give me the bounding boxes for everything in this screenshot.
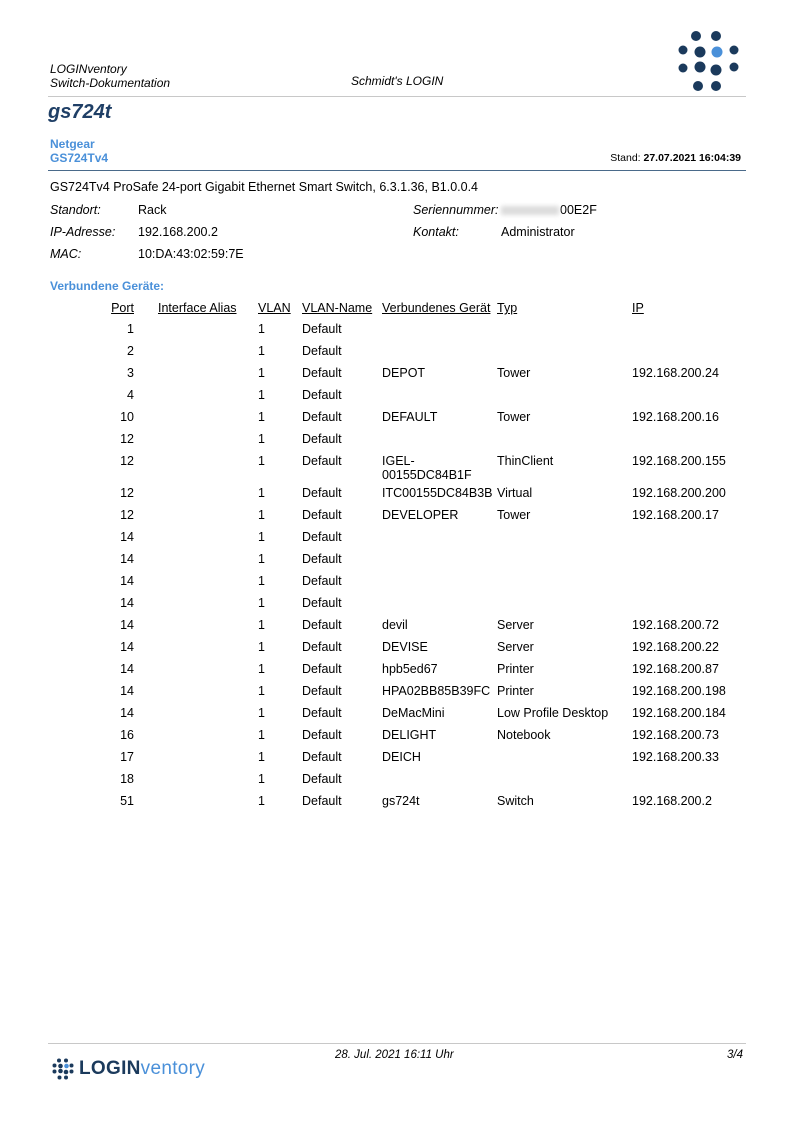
cell-ip: 192.168.200.200 (632, 486, 726, 500)
cell-type (497, 570, 632, 592)
cell-vlan-name: Default (302, 552, 342, 566)
cell-interface-alias (158, 548, 258, 570)
standort-label: Standort: (50, 203, 101, 217)
footer-logo-text-light: ventory (140, 1058, 206, 1079)
cell-vlan-name: Default (302, 728, 342, 742)
cell-vlan-name: Default (302, 684, 342, 698)
cell-ip: 192.168.200.2 (632, 794, 712, 808)
cell-vlan: 1 (258, 750, 265, 764)
kontakt-label: Kontakt: (413, 225, 459, 239)
serial-value-visible: 00E2F (560, 203, 597, 217)
cell-ip: 192.168.200.72 (632, 618, 719, 632)
cell-type: Printer (497, 684, 534, 698)
device-title: gs724t (48, 101, 112, 123)
cell-port: 14 (120, 662, 134, 676)
cell-vlan-name: Default (302, 706, 342, 720)
stand-value: 27.07.2021 16:04:39 (643, 152, 741, 164)
table-row (82, 384, 762, 406)
cell-port: 2 (127, 344, 134, 358)
cell-type (497, 318, 632, 340)
cell-port: 12 (120, 432, 134, 446)
cell-interface-alias (158, 450, 258, 482)
table-row (82, 658, 762, 680)
cell-type: Server (497, 640, 534, 654)
serial-value (501, 203, 597, 217)
cell-type: Notebook (497, 728, 551, 742)
cell-vlan-name: Default (302, 344, 342, 358)
cell-port: 14 (120, 596, 134, 610)
cell-ip: 192.168.200.33 (632, 750, 719, 764)
cell-port: 14 (120, 706, 134, 720)
table-row (82, 724, 762, 746)
cell-type: Switch (497, 794, 534, 808)
col-connected-device: Verbundenes Gerät (382, 301, 491, 315)
cell-type: Tower (497, 410, 531, 424)
cell-vlan: 1 (258, 772, 265, 786)
cell-vlan: 1 (258, 618, 265, 632)
cell-connected-device (382, 526, 497, 548)
cell-connected-device: DEPOT (382, 366, 426, 380)
cell-vlan-name: Default (302, 596, 342, 610)
cell-interface-alias (158, 384, 258, 406)
cell-vlan-name: Default (302, 366, 342, 380)
cell-ip: 192.168.200.155 (632, 454, 726, 468)
cell-port: 18 (120, 772, 134, 786)
cell-vlan: 1 (258, 662, 265, 676)
loginventory-small-logo-icon (52, 1058, 74, 1080)
cell-vlan: 1 (258, 366, 265, 380)
cell-port: 14 (120, 552, 134, 566)
cell-connected-device: DEFAULT (382, 410, 438, 424)
table-header-row (82, 298, 762, 318)
cell-vlan-name: Default (302, 640, 342, 654)
cell-ip: 192.168.200.17 (632, 508, 719, 522)
cell-port: 17 (120, 750, 134, 764)
cell-type: Virtual (497, 486, 533, 500)
cell-ip: 192.168.200.24 (632, 366, 719, 380)
cell-port: 12 (120, 508, 134, 522)
cell-vlan: 1 (258, 596, 265, 610)
cell-vlan-name: Default (302, 794, 342, 808)
cell-type: Tower (497, 508, 531, 522)
cell-vlan: 1 (258, 706, 265, 720)
cell-ip: 192.168.200.22 (632, 640, 719, 654)
redacted-serial (501, 206, 559, 215)
cell-connected-device: ITC00155DC84B3B (382, 486, 493, 500)
col-type: Typ (497, 301, 518, 315)
cell-port: 12 (120, 486, 134, 500)
table-row (82, 504, 762, 526)
table-row (82, 362, 762, 384)
cell-ip: 192.168.200.198 (632, 684, 726, 698)
cell-type: Printer (497, 662, 534, 676)
cell-interface-alias (158, 724, 258, 746)
cell-port: 3 (127, 366, 134, 380)
cell-port: 14 (120, 618, 134, 632)
cell-vlan-name: Default (302, 530, 342, 544)
table-row (82, 340, 762, 362)
cell-vlan: 1 (258, 388, 265, 402)
cell-vlan-name: Default (302, 432, 342, 446)
footer-timestamp: 28. Jul. 2021 16:11 Uhr (335, 1049, 454, 1061)
col-ip: IP (632, 301, 644, 315)
cell-connected-device (382, 548, 497, 570)
table-row (82, 482, 762, 504)
cell-connected-device: DeMacMini (382, 706, 445, 720)
table-row (82, 680, 762, 702)
cell-connected-device (382, 384, 497, 406)
cell-connected-device: DEICH (382, 750, 421, 764)
cell-connected-device: devil (382, 618, 408, 632)
cell-vlan-name: Default (302, 508, 342, 522)
col-interface-alias: Interface Alias (158, 301, 237, 315)
table-row (82, 768, 762, 790)
standort-value: Rack (138, 203, 167, 217)
cell-vlan: 1 (258, 322, 265, 336)
table-row (82, 548, 762, 570)
cell-ip: 192.168.200.73 (632, 728, 719, 742)
table-body (82, 318, 762, 812)
stand-line (610, 152, 741, 164)
cell-ip: 192.168.200.87 (632, 662, 719, 676)
cell-vlan: 1 (258, 640, 265, 654)
cell-ip (632, 570, 762, 592)
footer-logo (52, 1056, 205, 1082)
cell-ip (632, 526, 762, 548)
table-row (82, 746, 762, 768)
cell-port: 12 (120, 454, 134, 468)
cell-port: 14 (120, 640, 134, 654)
table-row (82, 570, 762, 592)
cell-interface-alias (158, 658, 258, 680)
cell-type (497, 592, 632, 614)
cell-ip (632, 384, 762, 406)
cell-connected-device (382, 428, 497, 450)
cell-connected-device (382, 768, 497, 790)
cell-port: 16 (120, 728, 134, 742)
cell-ip (632, 340, 762, 362)
cell-vlan: 1 (258, 794, 265, 808)
footer-page-number: 3/4 (727, 1049, 743, 1061)
cell-type: Server (497, 618, 534, 632)
cell-type (497, 428, 632, 450)
cell-port: 14 (120, 574, 134, 588)
cell-interface-alias (158, 318, 258, 340)
header-app-name: LOGINventory (50, 62, 127, 76)
kontakt-value: Administrator (501, 225, 575, 239)
cell-connected-device (382, 340, 497, 362)
table-row (82, 406, 762, 428)
table-row (82, 636, 762, 658)
cell-type (497, 526, 632, 548)
cell-connected-device: IGEL- 00155DC84B1F (382, 454, 472, 482)
cell-port: 1 (127, 322, 134, 336)
loginventory-logo-icon (676, 30, 744, 94)
header-divider (48, 96, 746, 97)
table-row (82, 526, 762, 548)
cell-type: ThinClient (497, 454, 554, 468)
connected-devices-table (82, 298, 762, 812)
cell-port: 4 (127, 388, 134, 402)
cell-interface-alias (158, 768, 258, 790)
cell-interface-alias (158, 614, 258, 636)
cell-vlan: 1 (258, 486, 265, 500)
cell-connected-device: DELIGHT (382, 728, 437, 742)
cell-vlan: 1 (258, 530, 265, 544)
cell-type (497, 340, 632, 362)
device-description: GS724Tv4 ProSafe 24-port Gigabit Ethernet Smart Switch, 6.3.1.36, B1.0.0.4 (50, 180, 479, 194)
cell-ip (632, 548, 762, 570)
ip-label: IP-Adresse: (50, 225, 116, 239)
cell-vlan-name: Default (302, 486, 342, 500)
mac-label: MAC: (50, 247, 82, 261)
cell-interface-alias (158, 570, 258, 592)
cell-vlan-name: Default (302, 618, 342, 632)
cell-interface-alias (158, 340, 258, 362)
cell-vlan-name: Default (302, 388, 342, 402)
mac-value: 10:DA:43:02:59:7E (138, 247, 244, 261)
cell-connected-device (382, 570, 497, 592)
table-row (82, 702, 762, 724)
cell-vlan: 1 (258, 574, 265, 588)
table-row (82, 614, 762, 636)
cell-vlan-name: Default (302, 322, 342, 336)
cell-connected-device: hpb5ed67 (382, 662, 438, 676)
title-divider (48, 170, 746, 171)
cell-vlan: 1 (258, 454, 265, 468)
cell-port: 51 (120, 794, 134, 808)
col-vlan: VLAN (258, 301, 291, 315)
cell-type (497, 746, 632, 768)
cell-port: 14 (120, 530, 134, 544)
table-row (82, 790, 762, 812)
cell-interface-alias (158, 592, 258, 614)
table-row (82, 428, 762, 450)
table-row (82, 318, 762, 340)
cell-vlan: 1 (258, 728, 265, 742)
cell-interface-alias (158, 636, 258, 658)
stand-label: Stand: (610, 152, 641, 164)
col-vlan-name: VLAN-Name (302, 301, 373, 315)
cell-vlan: 1 (258, 410, 265, 424)
cell-interface-alias (158, 746, 258, 768)
cell-port: 10 (120, 410, 134, 424)
col-port: Port (111, 301, 134, 315)
cell-interface-alias (158, 526, 258, 548)
connected-devices-title: Verbundene Geräte: (50, 279, 165, 293)
cell-type (497, 768, 632, 790)
cell-interface-alias (158, 790, 258, 812)
cell-connected-device: DEVISE (382, 640, 428, 654)
cell-vlan: 1 (258, 508, 265, 522)
cell-connected-device (382, 318, 497, 340)
cell-ip (632, 318, 762, 340)
cell-connected-device (382, 592, 497, 614)
cell-vlan: 1 (258, 684, 265, 698)
cell-connected-device: gs724t (382, 794, 420, 808)
cell-vlan: 1 (258, 432, 265, 446)
cell-vlan-name: Default (302, 574, 342, 588)
cell-vlan-name: Default (302, 772, 342, 786)
cell-interface-alias (158, 428, 258, 450)
cell-vlan: 1 (258, 552, 265, 566)
device-vendor: Netgear (50, 137, 95, 151)
footer-logo-text-bold: LOGIN (79, 1058, 141, 1079)
cell-ip: 192.168.200.16 (632, 410, 719, 424)
cell-interface-alias (158, 362, 258, 384)
cell-connected-device: HPA02BB85B39FC (382, 684, 491, 698)
device-model: GS724Tv4 (50, 151, 109, 165)
cell-interface-alias (158, 680, 258, 702)
cell-interface-alias (158, 406, 258, 428)
cell-ip: 192.168.200.184 (632, 706, 726, 720)
ip-value: 192.168.200.2 (138, 225, 218, 239)
header-center-title: Schmidt's LOGIN (351, 74, 444, 88)
cell-interface-alias (158, 504, 258, 526)
cell-type: Tower (497, 366, 531, 380)
table-row (82, 592, 762, 614)
cell-vlan: 1 (258, 344, 265, 358)
serial-label: Seriennummer: (413, 203, 499, 217)
cell-ip (632, 592, 762, 614)
table-row (82, 450, 762, 482)
cell-type: Low Profile Desktop (497, 706, 609, 720)
cell-port: 14 (120, 684, 134, 698)
cell-vlan-name: Default (302, 410, 342, 424)
cell-ip (632, 768, 762, 790)
cell-vlan-name: Default (302, 750, 342, 764)
header-doc-type: Switch-Dokumentation (50, 76, 171, 90)
footer-divider (48, 1043, 746, 1044)
cell-vlan-name: Default (302, 662, 342, 676)
cell-interface-alias (158, 702, 258, 724)
cell-interface-alias (158, 482, 258, 504)
cell-vlan-name: Default (302, 454, 342, 468)
cell-connected-device: DEVELOPER (382, 508, 459, 522)
cell-ip (632, 428, 762, 450)
cell-type (497, 384, 632, 406)
cell-type (497, 548, 632, 570)
